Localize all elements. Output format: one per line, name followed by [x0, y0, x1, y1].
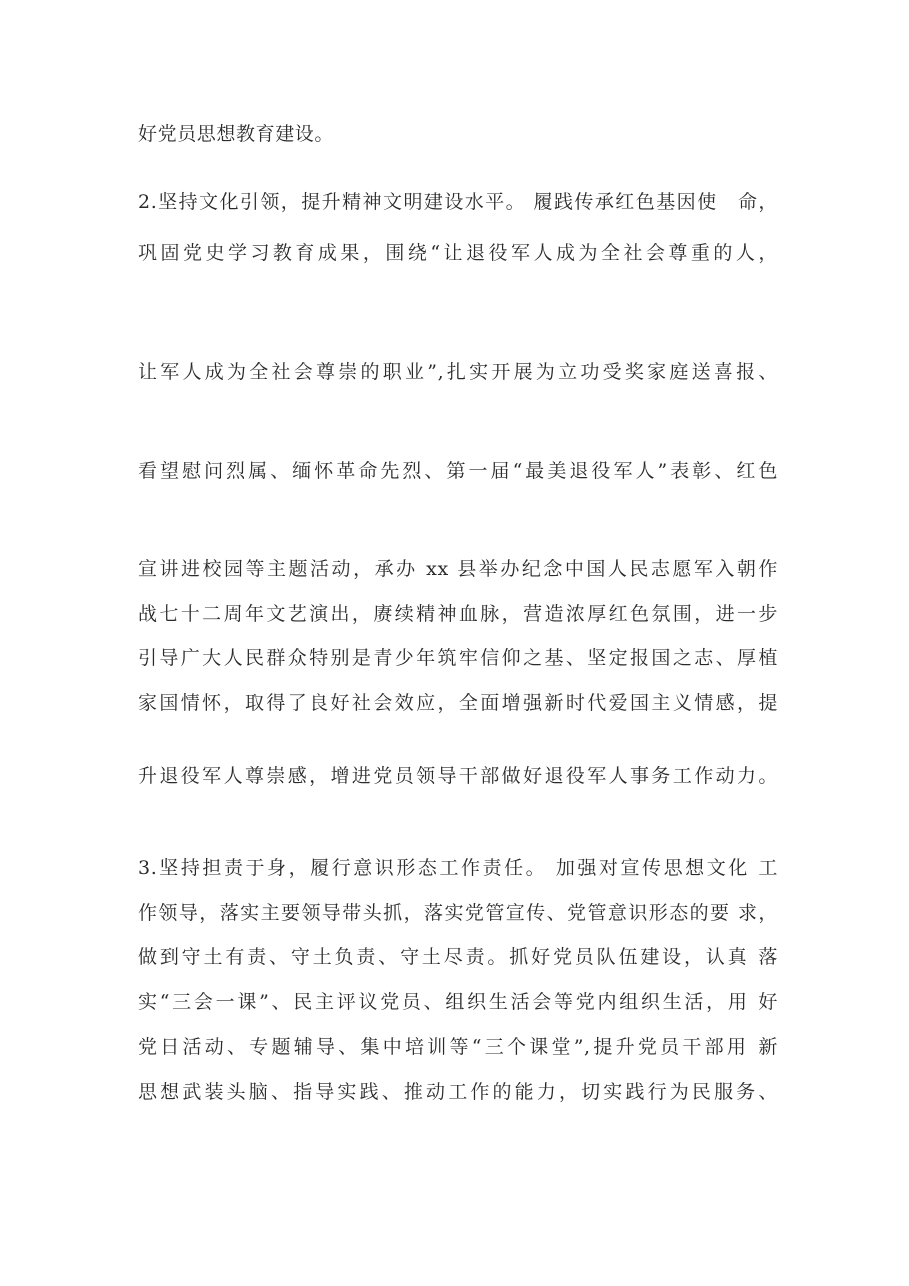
text-line: 引导广大人民群众特别是青少年筑牢信仰之基、坚定报国之志、厚植: [138, 647, 778, 669]
text-line: 做到守土有责、守土负责、守土尽责。抓好党员队伍建设，认真 落: [138, 946, 778, 968]
section-heading-line: 2.坚持文化引领，提升精神文明建设水平。 履践传承红色基因使 命，: [138, 191, 778, 213]
text-line: 让军人成为全社会尊崇的职业”,扎实开展为立功受奖家庭送喜报、: [138, 361, 778, 383]
section-heading-line: 3.坚持担责于身，履行意识形态工作责任。 加强对宣传思想文化 工: [138, 857, 778, 879]
text-line: 实“三会一课”、民主评议党员、组织生活会等党内组织生活，用 好: [138, 991, 778, 1013]
text-line: 好党员思想教育建设。: [138, 123, 335, 145]
text-line: 升退役军人尊崇感，增进党员领导干部做好退役军人事务工作动力。: [138, 765, 778, 787]
text-line: 看望慰问烈属、缅怀革命先烈、第一届“最美退役军人”表彰、红色: [138, 460, 778, 482]
text-line: 宣讲进校园等主题活动，承办 xx 县举办纪念中国人民志愿军入朝作: [138, 558, 778, 580]
text-line: 党日活动、专题辅导、集中培训等“三个课堂”,提升党员干部用 新: [138, 1036, 778, 1058]
text-line: 思想武装头脑、指导实践、推动工作的能力，切实践行为民服务、: [138, 1081, 778, 1103]
text-line: 战七十二周年文艺演出，赓续精神血脉，营造浓厚红色氛围，进一步: [138, 603, 778, 625]
text-line: 家国情怀，取得了良好社会效应，全面增强新时代爱国主义情感，提: [138, 692, 778, 714]
text-line: 作领导，落实主要领导带头抓，落实党管宣传、党管意识形态的要 求，: [138, 902, 778, 924]
text-line: 巩固党史学习教育成果，围绕“让退役军人成为全社会尊重的人，: [138, 242, 778, 264]
